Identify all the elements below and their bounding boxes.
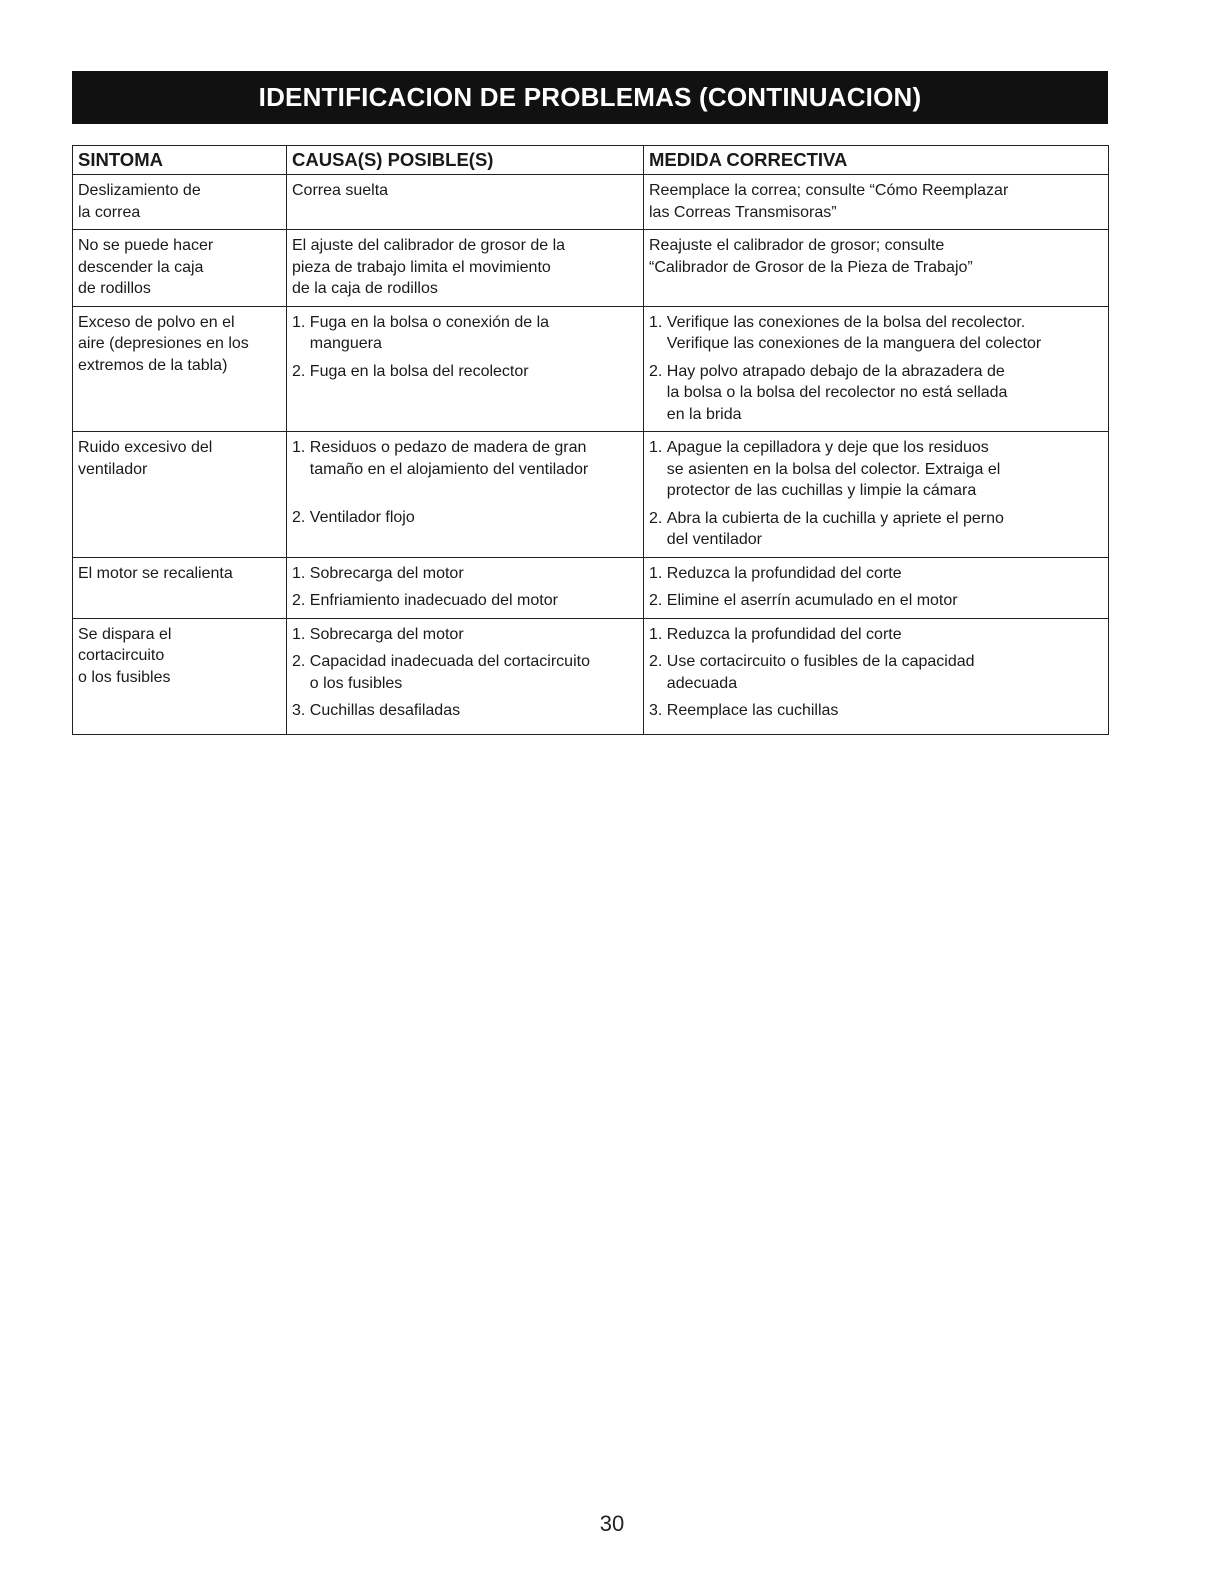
remedy-line: Hay polvo atrapado debajo de la abrazadera de xyxy=(666,362,1005,380)
symptom-line: ventilador xyxy=(78,460,148,478)
cause-line: Residuos o pedazo de madera de gran xyxy=(309,439,587,456)
cause-line: manguera xyxy=(309,335,382,352)
item-number: 2. xyxy=(292,653,310,670)
remedy-cell xyxy=(644,618,1109,734)
cause-item xyxy=(292,590,638,612)
symptom-line: cortacircuito xyxy=(78,647,165,664)
item-number: 1. xyxy=(292,313,310,331)
remedy-line: Reemplace las cuchillas xyxy=(666,702,839,719)
remedy-item xyxy=(649,700,1103,722)
symptom-line: No se puede hacer xyxy=(78,237,214,254)
symptom-line: Deslizamiento de xyxy=(78,182,201,199)
header-remedy: MEDIDA CORRECTIVA xyxy=(644,146,1109,175)
item-number: 2. xyxy=(649,362,667,380)
cause-line: Ventilador flojo xyxy=(309,509,415,526)
cause-cell xyxy=(287,306,644,432)
remedy-line: Reduzca la profundidad del corte xyxy=(666,564,902,582)
item-number: 3. xyxy=(649,702,667,719)
table-row xyxy=(73,432,1109,558)
cause-line: Cuchillas desafiladas xyxy=(309,702,461,719)
cause-item xyxy=(292,563,638,585)
remedy-line: del ventilador xyxy=(666,531,762,548)
symptom-cell xyxy=(73,557,287,618)
symptom-cell xyxy=(73,432,287,558)
symptom-line: extremos de la tabla) xyxy=(78,356,228,374)
symptom-cell xyxy=(73,230,287,307)
item-number: 2. xyxy=(649,653,667,670)
cause-item xyxy=(292,651,638,694)
symptom-line: aire (depresiones en los xyxy=(78,335,249,352)
remedy-line: la bolsa o la bolsa del recolector no está sellada xyxy=(666,384,1008,401)
remedy-line: en la brida xyxy=(666,405,742,423)
remedy-item xyxy=(649,508,1103,551)
cause-line: tamaño en el alojamiento del ventilador xyxy=(309,460,589,478)
cause-item xyxy=(292,507,638,529)
symptom-line: descender la caja xyxy=(78,258,204,276)
remedy-item xyxy=(649,361,1103,426)
cause-cell xyxy=(287,175,644,230)
remedy-cell xyxy=(644,175,1109,230)
symptom-line: de rodillos xyxy=(78,280,151,297)
item-number: 2. xyxy=(292,592,310,609)
table-header-row xyxy=(73,146,1109,175)
cause-line: de la caja de rodillos xyxy=(292,280,438,297)
item-number: 1. xyxy=(649,625,667,643)
remedy-item xyxy=(649,651,1103,694)
remedy-item xyxy=(649,624,1103,646)
remedy-line: adecuada xyxy=(666,674,738,692)
remedy-item xyxy=(649,437,1103,502)
table-row xyxy=(73,618,1109,734)
remedy-line: Reajuste el calibrador de grosor; consulte xyxy=(649,237,945,254)
item-number: 1. xyxy=(292,439,310,456)
symptom-cell xyxy=(73,618,287,734)
symptom-line: Se dispara el xyxy=(78,625,172,643)
item-number: 2. xyxy=(292,362,310,380)
remedy-cell xyxy=(644,306,1109,432)
symptom-line: Exceso de polvo en el xyxy=(78,313,235,331)
symptom-line: la correa xyxy=(78,203,141,221)
item-number: 2. xyxy=(292,509,310,526)
cause-item xyxy=(292,437,638,480)
item-number: 1. xyxy=(292,625,310,643)
page-number: 30 xyxy=(599,1511,625,1536)
item-number: 2. xyxy=(649,592,667,609)
remedy-cell xyxy=(644,432,1109,558)
symptom-line: El motor se recalienta xyxy=(78,564,233,582)
symptom-cell xyxy=(73,306,287,432)
table-row xyxy=(73,557,1109,618)
cause-item xyxy=(292,700,638,722)
cause-cell xyxy=(287,618,644,734)
remedy-line: se asienten en la bolsa del colector. Extraiga el xyxy=(666,460,1001,478)
remedy-line: Use cortacircuito o fusibles de la capacidad xyxy=(666,653,975,670)
item-number: 1. xyxy=(649,564,667,582)
table-row xyxy=(73,306,1109,432)
header-symptom: SINTOMA xyxy=(73,146,287,175)
item-number: 1. xyxy=(649,313,667,331)
page-title: IDENTIFICACION DE PROBLEMAS (CONTINUACION) xyxy=(72,71,1108,124)
remedy-line: Verifique las conexiones de la manguera del colector xyxy=(666,335,1042,352)
cause-cell xyxy=(287,432,644,558)
cause-line: El ajuste del calibrador de grosor de la xyxy=(292,237,566,254)
remedy-item xyxy=(649,312,1103,355)
cause-item xyxy=(292,624,638,646)
remedy-line: Reemplace la correa; consulte “Cómo Reemplazar xyxy=(649,182,1009,199)
cause-line: Correa suelta xyxy=(292,182,389,199)
remedy-line: Reduzca la profundidad del corte xyxy=(666,625,902,643)
cause-cell xyxy=(287,557,644,618)
table-row xyxy=(73,230,1109,307)
remedy-line: Apague la cepilladora y deje que los residuos xyxy=(666,439,989,456)
cause-item xyxy=(292,361,638,383)
cause-cell xyxy=(287,230,644,307)
remedy-line: “Calibrador de Grosor de la Pieza de Trabajo” xyxy=(649,258,973,276)
remedy-line: las Correas Transmisoras” xyxy=(649,203,837,221)
remedy-cell xyxy=(644,557,1109,618)
remedy-line: Elimine el aserrín acumulado en el motor xyxy=(666,592,958,609)
remedy-line: Verifique las conexiones de la bolsa del recolector. xyxy=(666,313,1026,331)
cause-line: Sobrecarga del motor xyxy=(309,564,464,582)
table-row xyxy=(73,175,1109,230)
item-number: 3. xyxy=(292,702,310,719)
remedy-item xyxy=(649,590,1103,612)
cause-line: pieza de trabajo limita el movimiento xyxy=(292,258,551,276)
cause-line: Enfriamiento inadecuado del motor xyxy=(309,592,558,609)
cause-line: Capacidad inadecuada del cortacircuito xyxy=(309,653,590,670)
symptom-line: Ruido excesivo del xyxy=(78,439,213,456)
header-cause: CAUSA(S) POSIBLE(S) xyxy=(287,146,644,175)
symptom-cell xyxy=(73,175,287,230)
cause-line: Sobrecarga del motor xyxy=(309,625,464,643)
remedy-line: protector de las cuchillas y limpie la cámara xyxy=(666,482,977,499)
remedy-line: Abra la cubierta de la cuchilla y apriete el perno xyxy=(666,509,1004,527)
item-number: 1. xyxy=(649,439,667,456)
symptom-line: o los fusibles xyxy=(78,668,171,686)
cause-item xyxy=(292,312,638,355)
item-number: 2. xyxy=(649,509,667,527)
cause-line: Fuga en la bolsa del recolector xyxy=(309,362,529,380)
cause-line: Fuga en la bolsa o conexión de la xyxy=(309,313,550,331)
troubleshooting-table xyxy=(72,145,1109,735)
remedy-item xyxy=(649,563,1103,585)
remedy-cell xyxy=(644,230,1109,307)
cause-line: o los fusibles xyxy=(309,674,403,692)
item-number: 1. xyxy=(292,564,310,582)
